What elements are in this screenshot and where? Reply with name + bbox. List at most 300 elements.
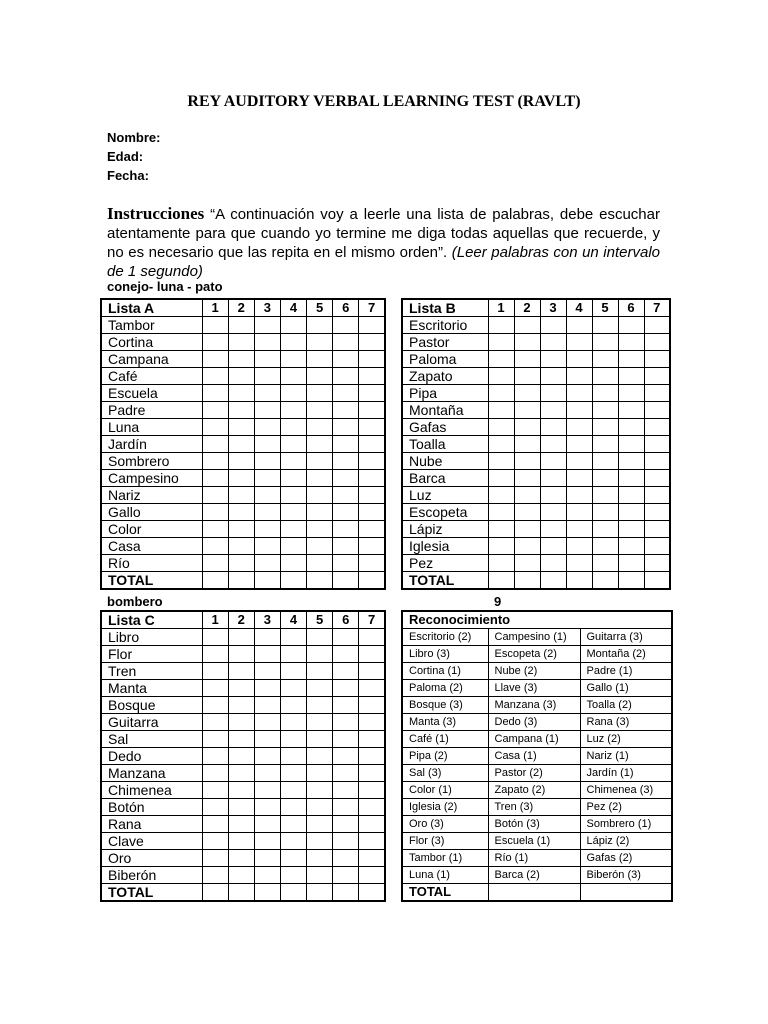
score-cell[interactable]: [359, 504, 385, 521]
score-cell[interactable]: [644, 487, 670, 504]
score-cell[interactable]: [280, 850, 306, 867]
score-cell[interactable]: [307, 351, 333, 368]
score-cell[interactable]: [514, 470, 540, 487]
score-cell[interactable]: [202, 765, 228, 782]
score-cell[interactable]: [359, 663, 385, 680]
nombre-field[interactable]: Nombre:: [107, 130, 161, 145]
score-cell[interactable]: [488, 334, 514, 351]
score-cell[interactable]: [228, 436, 254, 453]
score-cell[interactable]: [333, 317, 359, 334]
score-cell[interactable]: [202, 402, 228, 419]
score-cell[interactable]: [307, 731, 333, 748]
score-cell[interactable]: [254, 850, 280, 867]
total-score-cell[interactable]: [202, 572, 228, 590]
score-cell[interactable]: [228, 453, 254, 470]
score-cell[interactable]: [280, 521, 306, 538]
score-cell[interactable]: [254, 368, 280, 385]
score-cell[interactable]: [202, 697, 228, 714]
total-score-cell[interactable]: [359, 572, 385, 590]
score-cell[interactable]: [228, 402, 254, 419]
score-cell[interactable]: [540, 385, 566, 402]
score-cell[interactable]: [202, 385, 228, 402]
score-cell[interactable]: [488, 538, 514, 555]
score-cell[interactable]: [359, 697, 385, 714]
score-cell[interactable]: [202, 521, 228, 538]
score-cell[interactable]: [566, 317, 592, 334]
score-cell[interactable]: [228, 317, 254, 334]
score-cell[interactable]: [540, 555, 566, 572]
total-score-cell[interactable]: [333, 572, 359, 590]
score-cell[interactable]: [359, 402, 385, 419]
total-score-cell[interactable]: [228, 884, 254, 902]
score-cell[interactable]: [514, 504, 540, 521]
score-cell[interactable]: [228, 351, 254, 368]
score-cell[interactable]: [202, 663, 228, 680]
score-cell[interactable]: [644, 402, 670, 419]
score-cell[interactable]: [592, 470, 618, 487]
score-cell[interactable]: [618, 436, 644, 453]
score-cell[interactable]: [280, 453, 306, 470]
total-score-cell[interactable]: [488, 884, 580, 902]
score-cell[interactable]: [333, 680, 359, 697]
score-cell[interactable]: [202, 850, 228, 867]
score-cell[interactable]: [333, 629, 359, 646]
score-cell[interactable]: [592, 436, 618, 453]
score-cell[interactable]: [280, 538, 306, 555]
score-cell[interactable]: [307, 436, 333, 453]
total-score-cell[interactable]: [618, 572, 644, 590]
score-cell[interactable]: [644, 436, 670, 453]
score-cell[interactable]: [202, 436, 228, 453]
total-score-cell[interactable]: [592, 572, 618, 590]
score-cell[interactable]: [202, 748, 228, 765]
score-cell[interactable]: [254, 765, 280, 782]
score-cell[interactable]: [202, 833, 228, 850]
score-cell[interactable]: [254, 351, 280, 368]
score-cell[interactable]: [359, 419, 385, 436]
score-cell[interactable]: [254, 487, 280, 504]
score-cell[interactable]: [592, 538, 618, 555]
score-cell[interactable]: [333, 731, 359, 748]
score-cell[interactable]: [618, 368, 644, 385]
score-cell[interactable]: [644, 555, 670, 572]
score-cell[interactable]: [254, 680, 280, 697]
score-cell[interactable]: [333, 555, 359, 572]
score-cell[interactable]: [202, 351, 228, 368]
score-cell[interactable]: [307, 419, 333, 436]
score-cell[interactable]: [618, 470, 644, 487]
score-cell[interactable]: [228, 538, 254, 555]
score-cell[interactable]: [307, 453, 333, 470]
score-cell[interactable]: [307, 697, 333, 714]
score-cell[interactable]: [280, 419, 306, 436]
score-cell[interactable]: [333, 833, 359, 850]
score-cell[interactable]: [307, 833, 333, 850]
score-cell[interactable]: [254, 799, 280, 816]
score-cell[interactable]: [592, 521, 618, 538]
score-cell[interactable]: [644, 538, 670, 555]
score-cell[interactable]: [228, 646, 254, 663]
score-cell[interactable]: [280, 697, 306, 714]
score-cell[interactable]: [307, 402, 333, 419]
score-cell[interactable]: [540, 538, 566, 555]
score-cell[interactable]: [254, 833, 280, 850]
fecha-field[interactable]: Fecha:: [107, 168, 149, 183]
score-cell[interactable]: [644, 470, 670, 487]
score-cell[interactable]: [228, 782, 254, 799]
score-cell[interactable]: [618, 317, 644, 334]
score-cell[interactable]: [592, 402, 618, 419]
score-cell[interactable]: [254, 334, 280, 351]
score-cell[interactable]: [488, 453, 514, 470]
score-cell[interactable]: [333, 816, 359, 833]
score-cell[interactable]: [644, 385, 670, 402]
score-cell[interactable]: [618, 351, 644, 368]
score-cell[interactable]: [280, 555, 306, 572]
score-cell[interactable]: [488, 385, 514, 402]
score-cell[interactable]: [254, 436, 280, 453]
total-score-cell[interactable]: [228, 572, 254, 590]
score-cell[interactable]: [514, 521, 540, 538]
score-cell[interactable]: [202, 317, 228, 334]
score-cell[interactable]: [644, 453, 670, 470]
score-cell[interactable]: [359, 470, 385, 487]
score-cell[interactable]: [618, 555, 644, 572]
score-cell[interactable]: [307, 368, 333, 385]
score-cell[interactable]: [333, 782, 359, 799]
score-cell[interactable]: [540, 351, 566, 368]
score-cell[interactable]: [202, 368, 228, 385]
score-cell[interactable]: [202, 714, 228, 731]
score-cell[interactable]: [566, 504, 592, 521]
score-cell[interactable]: [359, 731, 385, 748]
total-score-cell[interactable]: [540, 572, 566, 590]
score-cell[interactable]: [333, 453, 359, 470]
score-cell[interactable]: [540, 470, 566, 487]
score-cell[interactable]: [202, 646, 228, 663]
score-cell[interactable]: [359, 850, 385, 867]
score-cell[interactable]: [359, 334, 385, 351]
score-cell[interactable]: [280, 351, 306, 368]
score-cell[interactable]: [228, 629, 254, 646]
score-cell[interactable]: [333, 402, 359, 419]
total-score-cell[interactable]: [280, 884, 306, 902]
score-cell[interactable]: [307, 487, 333, 504]
score-cell[interactable]: [254, 317, 280, 334]
total-score-cell[interactable]: [333, 884, 359, 902]
score-cell[interactable]: [228, 663, 254, 680]
score-cell[interactable]: [280, 799, 306, 816]
score-cell[interactable]: [333, 436, 359, 453]
score-cell[interactable]: [307, 867, 333, 884]
score-cell[interactable]: [228, 765, 254, 782]
score-cell[interactable]: [228, 419, 254, 436]
score-cell[interactable]: [307, 504, 333, 521]
score-cell[interactable]: [540, 334, 566, 351]
score-cell[interactable]: [333, 765, 359, 782]
score-cell[interactable]: [359, 555, 385, 572]
score-cell[interactable]: [228, 833, 254, 850]
score-cell[interactable]: [202, 453, 228, 470]
score-cell[interactable]: [566, 402, 592, 419]
score-cell[interactable]: [618, 521, 644, 538]
score-cell[interactable]: [618, 385, 644, 402]
score-cell[interactable]: [566, 453, 592, 470]
score-cell[interactable]: [202, 867, 228, 884]
score-cell[interactable]: [228, 555, 254, 572]
score-cell[interactable]: [592, 351, 618, 368]
score-cell[interactable]: [618, 402, 644, 419]
score-cell[interactable]: [333, 538, 359, 555]
score-cell[interactable]: [254, 714, 280, 731]
score-cell[interactable]: [228, 867, 254, 884]
score-cell[interactable]: [202, 470, 228, 487]
score-cell[interactable]: [359, 714, 385, 731]
score-cell[interactable]: [540, 453, 566, 470]
score-cell[interactable]: [514, 334, 540, 351]
score-cell[interactable]: [514, 419, 540, 436]
score-cell[interactable]: [202, 782, 228, 799]
score-cell[interactable]: [280, 317, 306, 334]
score-cell[interactable]: [254, 646, 280, 663]
score-cell[interactable]: [592, 334, 618, 351]
score-cell[interactable]: [228, 504, 254, 521]
score-cell[interactable]: [333, 748, 359, 765]
score-cell[interactable]: [254, 555, 280, 572]
score-cell[interactable]: [228, 470, 254, 487]
score-cell[interactable]: [333, 663, 359, 680]
score-cell[interactable]: [359, 765, 385, 782]
score-cell[interactable]: [307, 629, 333, 646]
score-cell[interactable]: [514, 436, 540, 453]
score-cell[interactable]: [359, 385, 385, 402]
score-cell[interactable]: [540, 402, 566, 419]
score-cell[interactable]: [254, 470, 280, 487]
score-cell[interactable]: [488, 317, 514, 334]
total-score-cell[interactable]: [254, 884, 280, 902]
score-cell[interactable]: [644, 351, 670, 368]
score-cell[interactable]: [333, 470, 359, 487]
score-cell[interactable]: [280, 867, 306, 884]
score-cell[interactable]: [359, 317, 385, 334]
score-cell[interactable]: [333, 714, 359, 731]
score-cell[interactable]: [359, 453, 385, 470]
score-cell[interactable]: [566, 538, 592, 555]
score-cell[interactable]: [280, 680, 306, 697]
score-cell[interactable]: [359, 368, 385, 385]
score-cell[interactable]: [280, 782, 306, 799]
score-cell[interactable]: [514, 385, 540, 402]
total-score-cell[interactable]: [514, 572, 540, 590]
score-cell[interactable]: [592, 555, 618, 572]
edad-field[interactable]: Edad:: [107, 149, 144, 164]
total-score-cell[interactable]: [488, 572, 514, 590]
score-cell[interactable]: [566, 368, 592, 385]
score-cell[interactable]: [254, 538, 280, 555]
score-cell[interactable]: [540, 436, 566, 453]
score-cell[interactable]: [359, 680, 385, 697]
score-cell[interactable]: [514, 402, 540, 419]
score-cell[interactable]: [280, 334, 306, 351]
score-cell[interactable]: [307, 385, 333, 402]
score-cell[interactable]: [592, 368, 618, 385]
score-cell[interactable]: [280, 487, 306, 504]
score-cell[interactable]: [254, 867, 280, 884]
score-cell[interactable]: [202, 538, 228, 555]
score-cell[interactable]: [228, 487, 254, 504]
total-score-cell[interactable]: [566, 572, 592, 590]
score-cell[interactable]: [307, 816, 333, 833]
score-cell[interactable]: [333, 351, 359, 368]
total-score-cell[interactable]: [359, 884, 385, 902]
score-cell[interactable]: [228, 799, 254, 816]
score-cell[interactable]: [488, 351, 514, 368]
score-cell[interactable]: [566, 436, 592, 453]
score-cell[interactable]: [618, 453, 644, 470]
score-cell[interactable]: [228, 850, 254, 867]
score-cell[interactable]: [359, 487, 385, 504]
score-cell[interactable]: [488, 521, 514, 538]
score-cell[interactable]: [280, 436, 306, 453]
score-cell[interactable]: [228, 731, 254, 748]
score-cell[interactable]: [333, 521, 359, 538]
score-cell[interactable]: [202, 419, 228, 436]
score-cell[interactable]: [280, 646, 306, 663]
score-cell[interactable]: [540, 419, 566, 436]
score-cell[interactable]: [228, 714, 254, 731]
score-cell[interactable]: [307, 680, 333, 697]
score-cell[interactable]: [618, 504, 644, 521]
score-cell[interactable]: [307, 765, 333, 782]
score-cell[interactable]: [228, 334, 254, 351]
score-cell[interactable]: [254, 663, 280, 680]
score-cell[interactable]: [202, 334, 228, 351]
score-cell[interactable]: [644, 368, 670, 385]
score-cell[interactable]: [644, 317, 670, 334]
score-cell[interactable]: [228, 521, 254, 538]
score-cell[interactable]: [359, 867, 385, 884]
score-cell[interactable]: [540, 521, 566, 538]
score-cell[interactable]: [514, 368, 540, 385]
score-cell[interactable]: [359, 816, 385, 833]
score-cell[interactable]: [254, 748, 280, 765]
score-cell[interactable]: [254, 697, 280, 714]
score-cell[interactable]: [592, 487, 618, 504]
score-cell[interactable]: [359, 436, 385, 453]
score-cell[interactable]: [359, 538, 385, 555]
score-cell[interactable]: [254, 402, 280, 419]
score-cell[interactable]: [307, 334, 333, 351]
score-cell[interactable]: [644, 419, 670, 436]
score-cell[interactable]: [488, 402, 514, 419]
score-cell[interactable]: [280, 504, 306, 521]
score-cell[interactable]: [540, 504, 566, 521]
score-cell[interactable]: [254, 629, 280, 646]
score-cell[interactable]: [280, 833, 306, 850]
score-cell[interactable]: [592, 504, 618, 521]
score-cell[interactable]: [333, 419, 359, 436]
score-cell[interactable]: [202, 799, 228, 816]
score-cell[interactable]: [333, 385, 359, 402]
score-cell[interactable]: [280, 816, 306, 833]
score-cell[interactable]: [307, 663, 333, 680]
score-cell[interactable]: [488, 368, 514, 385]
score-cell[interactable]: [514, 555, 540, 572]
score-cell[interactable]: [488, 470, 514, 487]
score-cell[interactable]: [359, 646, 385, 663]
score-cell[interactable]: [644, 334, 670, 351]
score-cell[interactable]: [618, 487, 644, 504]
score-cell[interactable]: [307, 555, 333, 572]
score-cell[interactable]: [566, 487, 592, 504]
score-cell[interactable]: [333, 646, 359, 663]
score-cell[interactable]: [280, 714, 306, 731]
score-cell[interactable]: [566, 521, 592, 538]
score-cell[interactable]: [592, 385, 618, 402]
score-cell[interactable]: [202, 629, 228, 646]
total-score-cell[interactable]: [307, 884, 333, 902]
score-cell[interactable]: [307, 317, 333, 334]
score-cell[interactable]: [618, 419, 644, 436]
score-cell[interactable]: [228, 748, 254, 765]
score-cell[interactable]: [566, 351, 592, 368]
score-cell[interactable]: [202, 680, 228, 697]
score-cell[interactable]: [307, 748, 333, 765]
score-cell[interactable]: [333, 504, 359, 521]
score-cell[interactable]: [540, 317, 566, 334]
score-cell[interactable]: [359, 521, 385, 538]
score-cell[interactable]: [280, 748, 306, 765]
score-cell[interactable]: [280, 470, 306, 487]
score-cell[interactable]: [592, 419, 618, 436]
score-cell[interactable]: [333, 850, 359, 867]
score-cell[interactable]: [644, 504, 670, 521]
score-cell[interactable]: [566, 419, 592, 436]
score-cell[interactable]: [202, 816, 228, 833]
score-cell[interactable]: [254, 453, 280, 470]
score-cell[interactable]: [202, 487, 228, 504]
score-cell[interactable]: [359, 833, 385, 850]
score-cell[interactable]: [566, 555, 592, 572]
score-cell[interactable]: [566, 334, 592, 351]
score-cell[interactable]: [514, 317, 540, 334]
score-cell[interactable]: [566, 470, 592, 487]
total-score-cell[interactable]: [254, 572, 280, 590]
score-cell[interactable]: [254, 816, 280, 833]
score-cell[interactable]: [333, 334, 359, 351]
total-score-cell[interactable]: [280, 572, 306, 590]
score-cell[interactable]: [333, 867, 359, 884]
score-cell[interactable]: [307, 850, 333, 867]
score-cell[interactable]: [280, 765, 306, 782]
score-cell[interactable]: [618, 538, 644, 555]
score-cell[interactable]: [307, 799, 333, 816]
score-cell[interactable]: [202, 731, 228, 748]
score-cell[interactable]: [254, 385, 280, 402]
score-cell[interactable]: [333, 487, 359, 504]
score-cell[interactable]: [488, 436, 514, 453]
total-score-cell[interactable]: [307, 572, 333, 590]
score-cell[interactable]: [307, 646, 333, 663]
score-cell[interactable]: [228, 385, 254, 402]
score-cell[interactable]: [307, 470, 333, 487]
score-cell[interactable]: [618, 334, 644, 351]
score-cell[interactable]: [228, 697, 254, 714]
score-cell[interactable]: [280, 402, 306, 419]
total-score-cell[interactable]: [580, 884, 672, 902]
score-cell[interactable]: [359, 351, 385, 368]
score-cell[interactable]: [540, 368, 566, 385]
